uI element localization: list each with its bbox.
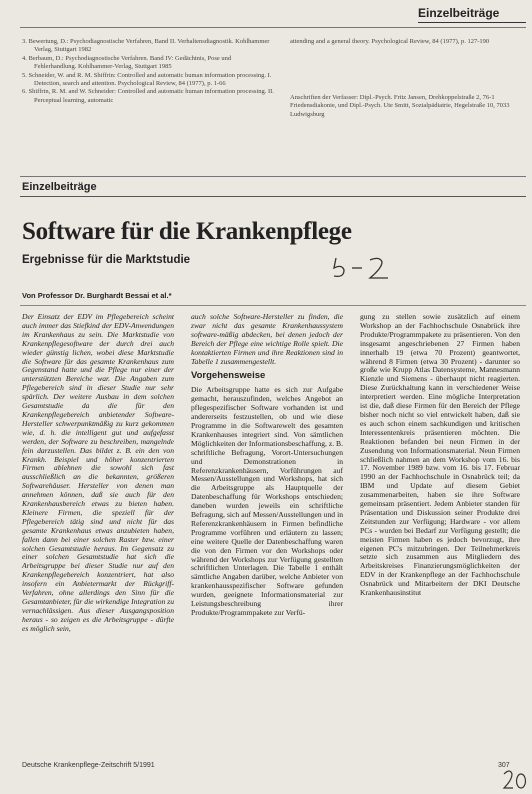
handwritten-corner-mark [502, 768, 528, 792]
reference-item: 3. Bewertung, D.: Psychodiagnostische Verfahren, Band II. Verhaltensdiagnostik. Kohlhammer Verlag, Stuttgart 1982 [22, 38, 270, 54]
author-address: Anschriften der Verfasser: Dipl.-Psych. Fritz Jansen, Drehkoppelstraße 2, 76-1 Friedensdiakonie, und Dipl.-Psych. Ute Smitt, Sozialpädiatrie, Hegelstraße 10, 7033 Ludwigsburg [290, 94, 510, 118]
article-section-label: Einzelbeiträge [22, 181, 97, 193]
column-1-paragraph: Der Einsatz der EDV im Pflegebereich scheint auch immer das Stiefkind der EDV-Anwendungen im Krankenhaus zu sein. Die Marktstudie von Krankenpflegesoftware der durch drei auch wieder günstig lichen, wobei diese Marktstudie die Software für das gesamte Krankenhaus zum Gegenstand hatte und die Pflege nur einer der unterstützten Bereiche war. Die Angaben zum Pflegebereich sind in dieser Studie nur sehr spärlich. Der weitere Ausbau in dem solchen Gesamtstudie da die für den Krankenpflegebereich anbietender Software-Hersteller schwerpunktmäßig zu kurz gekommen wie, d. h. die intelligent gut und aufgefasst werden, der Software zu beschreiben, mangelnde fein darzustellen. Das bildet z. B. ein den von Krankh. Beispiel und höher konzentrierten Firmen ablehnen die sowohl sich fast ausschließlich an die bekannten, größeren Softwarehäuser. Hersteller von denen man annehmen können, daß sie auch für den Krankenhausbereich etwas zu bieten haben. Kleinere Firmen, die speziell für der Pflegebereich tätig sind und nicht für das gesamte Krankenhaus etwas anzubieten haben, fallen dann bei einer solchen Raster bzw. einer solchen Gesamtstudie heraus. Im Gegensatz zu einer solchen Gesamtstudie hat sich die Arbeitsgruppe bei dieser Studie nur auf den Krankenpflegebereich konzentriert, hat also insofern ein Anbietermarkt der Rückgriff-Verfahren, ohne allerdings den Sinn für die Gesamtanbieter, für die wirkendige Integration zu vernachlässigen. Aus dieser Ausgangsposition heraus - so zeigen es die Arbeitsgruppe - dürfte es möglich sein, [22, 312, 174, 633]
text-column-1 [22, 313, 174, 636]
text-column-3 [360, 313, 520, 600]
column-3-paragraph: gung zu stellen sowie zusätzlich auf einem Workshop an der Fachhochschule Osnabrück ihre Produkte/Programmpakete zu präsentieren. Von den insgesamt angeschriebenen 27 Firmen haben innerhalb 19 (etwa 70 Prozent) geantwortet, während 8 Firmen (etwa 30 Prozent) - darunter so große wie Krupp Atlas Datensysteme, Mannesmann Kienzle und Siemens - überhaupt nicht reagierten. Diese Zurückhaltung kann in verschiedener Weise interpretiert werden. Eine mögliche Interpretation ist die, daß diese Firmen für den Bereich der Pflege bisher noch nicht so viel entwickelt haben, daß sie es auch schon einem sachkundigen und kritischen Interessentenkreis präsentieren möchten. Die Reaktionen befanden bei neun Firmen in der Zusendung von Informationsmaterial. Neun Firmen schließlich nahmen an dem Workshop vom 16. bis 17. November 1989 bzw. vom 16. bis 17. Februar 1990 an der Fachhochschule in Osnabrück teil; da IBM und Update auf diesem Gebiet zusammenarbeiten, haben sie ihre Software gemeinsam präsentiert. Jedem Anbieter standen für Präsentation und Diskussion seiner Produkte drei Zeitstunden zur Verfügung; Hardware - vor allem PCs - wurden bei Bedarf zur Verfügung gestellt; die meisten Firmen haben es jedoch bevorzugt, ihre eigenen PC's mitzubringen. Der Teilnehmerkreis setzte sich zusammen aus Mitgliedern des Arbeitskreises Finanzierungsmöglichkeiten der EDV in der Krankenpflege an der Fachhochschule Osnabrück und Mitarbeitern der DKI Deutsche Krankenhausinstitut [360, 312, 520, 598]
section-header-tag: Einzelbeiträge [418, 6, 526, 23]
article-byline: Von Professor Dr. Burghardt Bessai et al.* [22, 291, 172, 300]
text-column-2 [191, 313, 343, 620]
page-number: 307 [498, 762, 510, 769]
article-title: Software für die Krankenpflege [22, 218, 352, 245]
subheading-vorgehensweise: Vorgehensweise [191, 370, 266, 382]
header-rule [20, 27, 526, 28]
section-rule [20, 196, 526, 197]
reference-continuation: attending and a general theory. Psychological Review, 84 (1977), p. 127-190 [290, 38, 490, 45]
section-divider [20, 176, 526, 177]
references-left [22, 38, 274, 105]
column-2-body: Die Arbeitsgruppe hatte es sich zur Aufgabe gemacht, herauszufinden, welches Angebot an pflegespezifischer Software vorhanden ist und andererseits festzustellen, ob und wie diese Programme in die Softwarewelt des gesamten Krankenhauses integriert sind. Von sämtlichen Möglichkeiten der Informationsbeschaffung, z. B. schriftliche Befragung, Vorort-Untersuchungen und Demonstrationen in Referenzkrankenhäusern, Vorführungen auf Messen/Ausstellungen und Workshops, hat sich die Arbeitsgruppe als Hauptquelle der Datenbeschaffung für Workshops entschieden; daneben wurden jeweils ein schriftliche Befragung, sich auf Messen/Ausstellungen und in Referenzkrankenhäusern in Firmen befindliche Programme vorführen und erläutern zu lassen; eine weitere Quelle der Datenbeschaffung waren die von den Firmen vor den Workshops oder während der Workshops zur Verfügung gestellten schriftlichen Unterlagen. Die Tabelle 1 enthält sämtliche Angaben darüber, welche Anbieter von krankenhausspezifischer Software gefunden wurden, geeignete Informationsmaterial zur Leistungsbeschreibung ihrer Produkte/Programmpakete zur Verfü- [191, 385, 343, 617]
reference-item: 5. Schneider, W. and R. M. Shiffrin: Controlled and automatic human information processing. I. Detection, search and attention. Psychological Review, 84 (1977), p. 1-66 [22, 71, 272, 88]
byline-rule [20, 305, 526, 306]
handwritten-note [330, 254, 400, 282]
journal-footer: Deutsche Krankenpflege-Zeitschrift 5/1991 [22, 762, 155, 769]
references-right [290, 38, 524, 46]
article-subtitle: Ergebnisse für die Marktstudie [22, 254, 191, 266]
column-2-intro: auch solche Software-Hersteller zu finden, die zwar nicht das gesamte Krankenhaussystem software-mäßig abdecken, bei denen jedoch der Bereich der Pflege eine wichtige Rolle spielt. Die kontaktierten Firmen und ihre Reaktionen sind in Tabelle 1 zusammengestellt. [191, 312, 343, 366]
reference-item: 4. Berbaum, D.: Psychodiagnostische Verfahren. Band IV: Gedächtnis, Pose und Fehlerhandlung. Kohlhammer-Verlag, Stuttgart 1985 [22, 54, 232, 71]
reference-item: 6. Shiffrin, R. M. and W. Schneider: Controlled and automatic human information processing. II. Perceptual learning, automatic [22, 88, 274, 104]
